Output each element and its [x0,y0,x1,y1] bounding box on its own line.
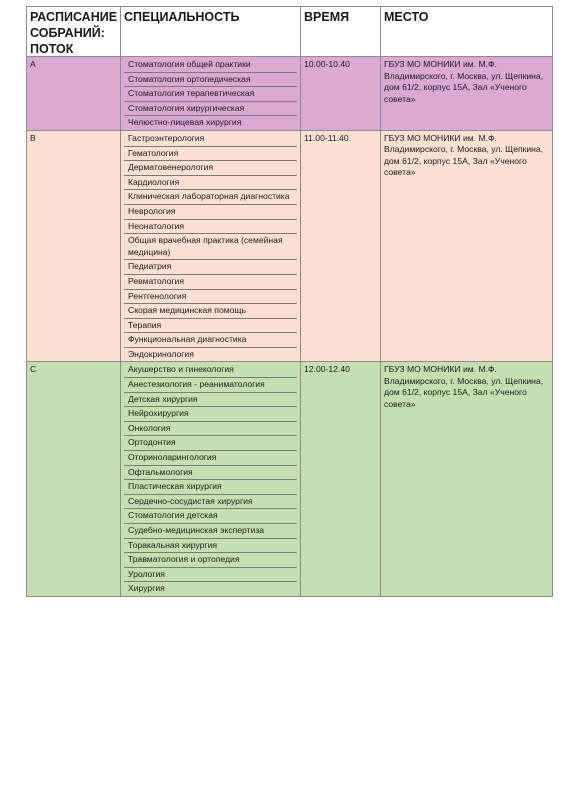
specialty-item: Неврология [124,205,297,220]
specialty-item: Хирургия [128,583,165,594]
specialty-item: Педиатрия [124,260,297,275]
header-time: ВРЕМЯ [301,7,381,56]
specialty-item: Эндокринология [128,348,194,359]
flow-label: C [27,362,121,596]
specialty-item: Анестезиология - реаниматология [124,378,297,393]
specialty-item: Онкология [124,422,297,437]
specialty-item: Клиническая лабораторная диагностика [124,190,297,205]
place-address: ГБУЗ МО МОНИКИ им. М.Ф. Владимирского, г. Москва, ул. Щепкина, дом 61/2, корпус 15А, Зал «Ученого совета» [384,132,544,178]
flow-group-b [26,131,553,363]
specialty-item: Скорая медицинская помощь [124,304,297,319]
specialty-item: Сердечно-сосудистая хирургия [124,495,297,510]
specialty-item: Травматология и ортопедия [124,553,297,568]
specialty-item: Ревматология [124,275,297,290]
specialty-item: Стоматология ортопедическая [124,73,297,88]
header-place: МЕСТО [384,10,429,24]
header-flow: РАСПИСАНИЕ СОБРАНИЙ: ПОТОК [27,7,121,56]
header-specialty: СПЕЦИАЛЬНОСТЬ [121,7,301,56]
time-slot: 12.00-12.40 [301,362,381,596]
specialty-item: Ортодонтия [124,436,297,451]
specialty-item: Стоматология терапевтическая [124,87,297,102]
specialty-item: Стоматология хирургическая [124,102,297,117]
place-address: ГБУЗ МО МОНИКИ им. М.Ф. Владимирского, г. Москва, ул. Щепкина, дом 61/2, корпус 15А, Зал «Ученого совета» [384,364,544,409]
specialty-item: Гастроэнтерология [124,132,297,147]
specialty-item: Терапия [124,319,297,334]
flow-group-a [26,57,553,131]
specialty-item: Челюстно-лицевая хирургия [128,117,242,128]
time-slot: 11.00-11.40 [301,131,381,362]
specialty-item: Дерматовенерология [124,161,297,176]
specialty-item: Торакальная хирургия [124,539,297,554]
specialty-item: Оториноларингология [124,451,297,466]
specialty-item: Судебно-медицинская экспертиза [124,524,297,539]
flow-label: А [27,57,121,130]
specialty-item: Детская хирургия [124,393,297,408]
specialty-item: Пластическая хирургия [124,480,297,495]
time-slot: 10.00-10.40 [301,57,381,130]
specialty-list [121,362,301,596]
specialty-list [121,131,301,362]
specialty-item: Общая врачебная практика (семейная медицина) [124,234,297,260]
table-header [26,6,553,57]
specialty-list [121,57,301,130]
specialty-item: Нейрохирургия [124,407,297,422]
specialty-item: Стоматология детская [124,509,297,524]
specialty-item: Урология [124,568,297,583]
schedule-table [26,6,553,597]
flow-group-c [26,362,553,597]
flow-label: B [27,131,121,362]
specialty-item: Офтальмология [124,466,297,481]
specialty-item: Акушерство и гинекология [124,363,297,378]
place-address: ГБУЗ МО МОНИКИ им. М.Ф. Владимирского, г. Москва, ул. Щепкина, дом 61/2, корпус 15А, Зал «Ученого совета» [384,59,544,104]
specialty-item: Кардиология [124,176,297,191]
specialty-item: Стоматология общей практики [124,58,297,73]
specialty-item: Функциональная диагностика [124,333,297,348]
specialty-item: Неонатология [124,220,297,235]
specialty-item: Рентгенология [124,290,297,305]
specialty-item: Гематология [124,147,297,162]
